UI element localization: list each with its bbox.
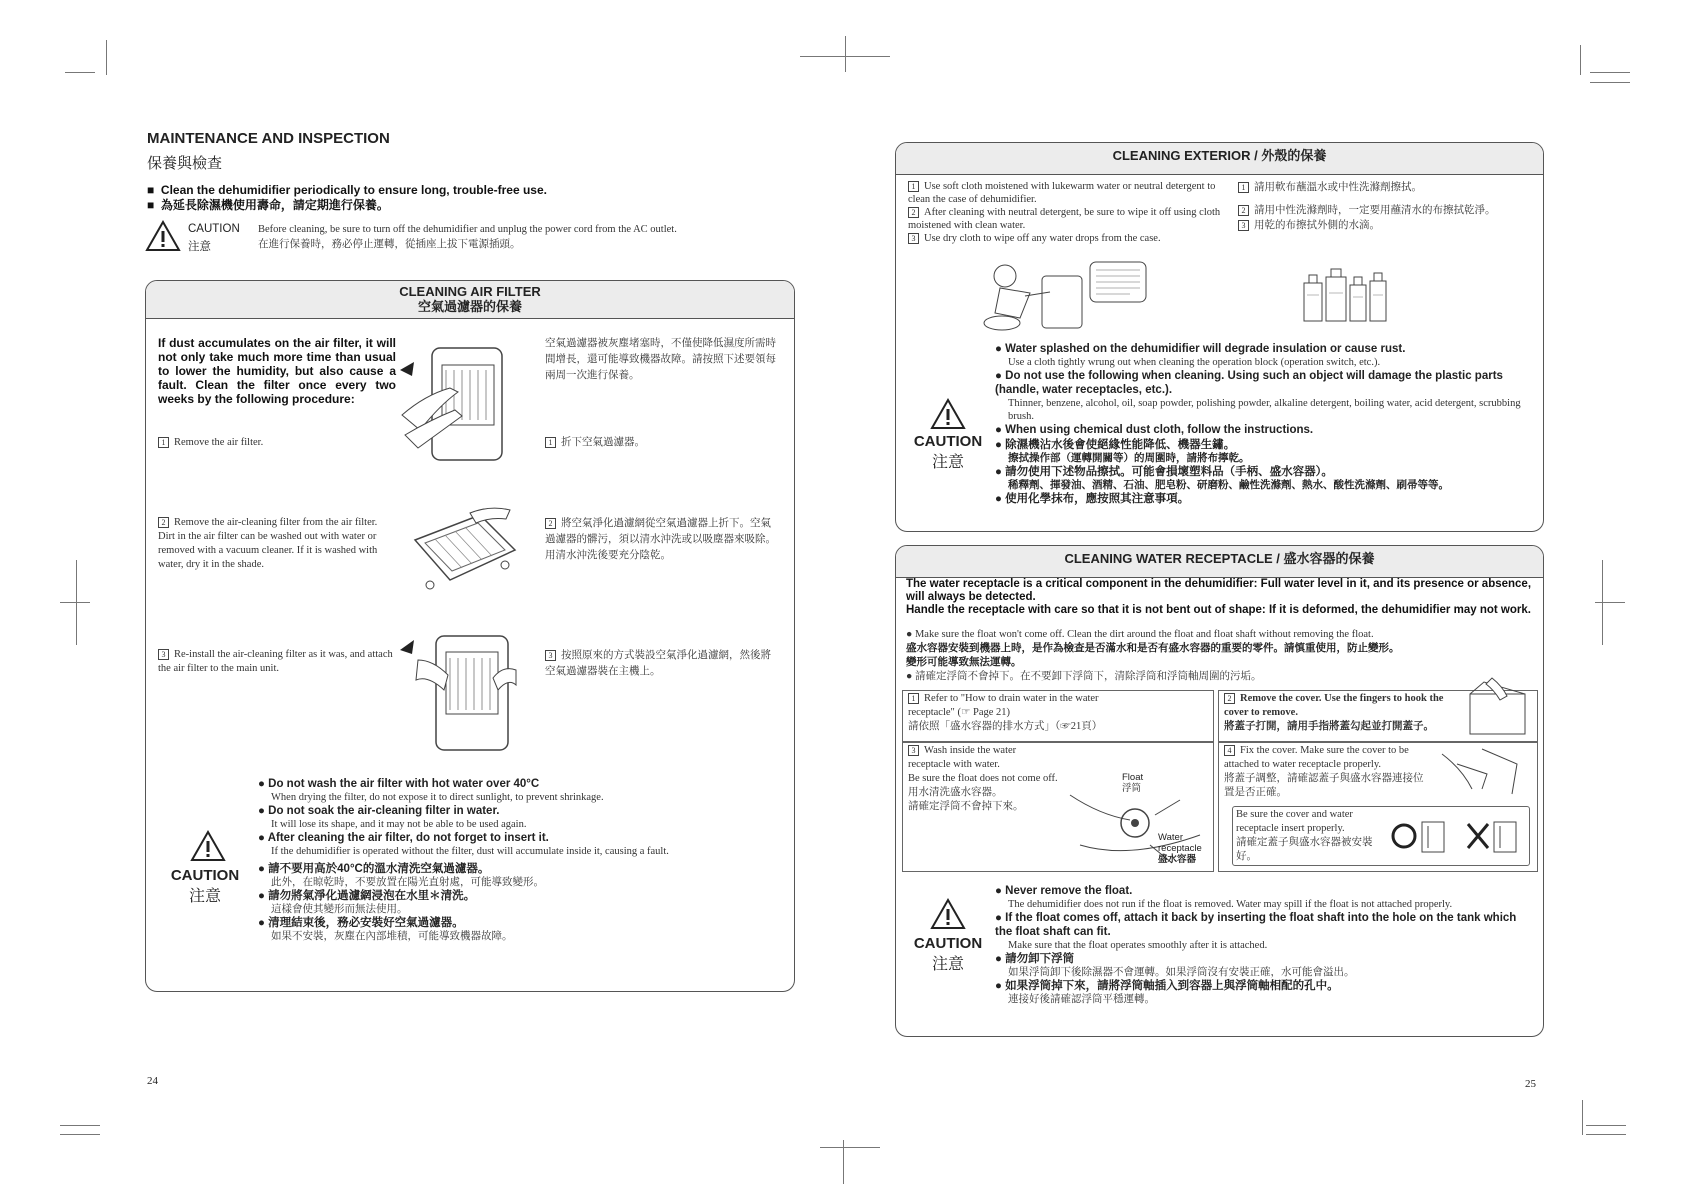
water-intro-details [906, 628, 1536, 684]
receptacle-label-zh: 盛水容器 [1158, 854, 1197, 865]
step-text: Use dry cloth to wipe off any water drops from the case. [924, 233, 1161, 244]
water-step-1 [908, 692, 1118, 734]
caution-item-text: 擦拭操作部（運轉開關等）的周圍時，請將布擰乾。 [1008, 453, 1250, 464]
exterior-steps-zh [1238, 180, 1528, 233]
caution-item-text: 如果浮筒卸下後除濕器不會運轉。如果浮筒沒有安裝正確，水可能會溢出。 [1008, 967, 1355, 978]
caution-item-text: It will lose its shape, and it may not be able to be used again. [271, 819, 527, 830]
caution-item-bold: 除濕機沾水後會使絕緣性能降低、機器生鏽。 [1005, 439, 1236, 451]
crop-mark [60, 1134, 100, 1135]
crop-mark [1582, 1100, 1583, 1135]
caution-item-zh: ● 請勿使用下述物品擦拭。可能會損壞塑料品（手柄、盛水容器）。 [995, 466, 1333, 478]
caution-item-zh: ● 請勿將氣淨化過濾網浸泡在水里＊清洗。 [258, 890, 476, 902]
correct-incorrect-fit-icon [1388, 812, 1524, 860]
fix-cover-illustration [1432, 744, 1532, 799]
caution-item-text: 此外，在晾乾時，不要放置在陽光直射處，可能導致變形。 [271, 877, 544, 888]
step-text-zh: 用水清洗盛水容器。 [908, 787, 1003, 798]
crop-mark [60, 1125, 100, 1126]
exterior-step-1-zh [1238, 180, 1528, 195]
caution-item-zh: ● 如果浮筒掉下來，請將浮筒軸插入到容器上與浮筒軸相配的孔中。 [995, 980, 1339, 992]
caution-text-zh: 在進行保養時，務必停止運轉，從插座上拔下電源插頭。 [258, 239, 521, 250]
intro-line-zh: ■ 為延長除濕機使用壽命，請定期進行保養。 [147, 198, 389, 212]
crop-mark [843, 1140, 844, 1184]
remove-filter-illustration [400, 340, 510, 465]
step-number: 3 [545, 650, 556, 661]
water-step-3 [908, 744, 1058, 814]
caution-item: ● After cleaning the air filter, do not forget to insert it. [258, 832, 549, 844]
crop-mark [1586, 1134, 1626, 1135]
caution-item: ● When using chemical dust cloth, follow the instructions. [995, 424, 1314, 436]
caution-item-text: 如果不安裝，灰塵在內部堆積，可能導致機器故障。 [271, 931, 513, 942]
step-1-text-zh: 折下空氣過濾器。 [561, 437, 645, 448]
caution-item-bold: Do not use the following when cleaning. Using such an object will damage the plastic parts (handle, water receptacles, etc.). [995, 370, 1503, 396]
water-intro-3: ● Make sure the float won't come off. Clean the dirt around the float and float shaft without removing the float. [906, 629, 1374, 640]
step-number: 3 [1238, 220, 1249, 231]
water-step-4 [1224, 744, 1424, 800]
box-header [146, 281, 794, 319]
caution-label-zh: 注意 [188, 241, 211, 253]
caution-item-text: The dehumidifier does not run if the float is removed. Water may spill if the float is not attached properly. [1008, 899, 1453, 910]
caution-label: CAUTION [188, 223, 240, 235]
filter-intro: If dust accumulates on the air filter, it will not only take much more time than usual to lower the humidity, but also cause a fault. Clean the filter once every two weeks by the following procedure: [158, 336, 396, 406]
step-text: 用乾的布擦拭外側的水滴。 [1254, 220, 1380, 231]
step-number: 1 [545, 437, 556, 448]
caution-item: ● Do not soak the air-cleaning filter in water. [258, 805, 500, 817]
caution-item-bold: Do not wash the air filter with hot water over 40°C [268, 778, 540, 790]
step-text: Wash inside the water receptacle with water. [908, 745, 1017, 770]
caution-item-bold: 清理結束後，務必安裝好空氣過濾器。 [268, 917, 464, 929]
caution-item-bold: 使用化學抹布，應按照其注意事項。 [1005, 493, 1190, 505]
caution-item-text: 稀釋劑、揮發油、酒精、石油、肥皂粉、研磨粉、鹼性洗滌劑、熱水、酸性洗滌劑、刷帚等等。 [1008, 480, 1449, 491]
caution-item: ● Water splashed on the dehumidifier will degrade insulation or cause rust. [995, 343, 1406, 355]
step-1 [158, 436, 263, 450]
step-number: 2 [545, 518, 556, 529]
box-header [896, 546, 1543, 578]
step-number: 3 [908, 233, 919, 244]
step-2-text: Remove the air-cleaning filter from the air filter. Dirt in the air filter can be washed out with water or removed with a vacuum cleaner. If it is washed with water, dry it in the shade. [158, 517, 378, 570]
step-number: 1 [908, 693, 919, 704]
exterior-step-3-zh [1238, 218, 1528, 233]
caution-item: ● If the float comes off, attach it back by inserting the float shaft into the hole on the tank which the float shaft can fit. [995, 912, 1517, 938]
exterior-step-3 [908, 232, 1228, 245]
crop-mark [845, 36, 846, 72]
step-3-text-zh: 按照原來的方式裝設空氣淨化過濾網，然後將空氣過濾器裝在主機上。 [545, 650, 771, 677]
step-text-zh: 將蓋子調整，請確認蓋子與盛水容器連接位置是否正確。 [1224, 773, 1424, 798]
caution-text: Before cleaning, be sure to turn off the dehumidifier and unplug the power cord from the AC outlet. [258, 224, 677, 235]
caution-item-text: If the dehumidifier is operated without the filter, dust will accumulate inside it, causing a fault. [271, 846, 669, 857]
step-number: 1 [908, 181, 919, 192]
caution-item-bold: 如果浮筒掉下來，請將浮筒軸插入到容器上與浮筒軸相配的孔中。 [1005, 980, 1339, 992]
step-number: 3 [158, 649, 169, 660]
step-3-text: Re-install the air-cleaning filter as it was, and attach the air filter to the main unit. [158, 649, 393, 674]
intro-line: ■ Clean the dehumidifier periodically to ensure long, trouble-free use. [147, 183, 547, 197]
step-number: 3 [908, 745, 919, 756]
caution-label-zh: 注意 [188, 886, 221, 905]
crop-mark [820, 1147, 880, 1148]
caution-triangle-icon [145, 220, 181, 252]
crop-mark [65, 72, 95, 73]
step-2 [158, 516, 394, 572]
step-number: 1 [158, 437, 169, 448]
caution-item-text: Make sure that the float operates smoothly after it is attached. [1008, 940, 1268, 951]
water-intro-1: The water receptacle is a critical component in the dehumidifier: Full water level in it, and its presence or absence, will always be detected. [906, 578, 1532, 603]
caution-item: ● Do not wash the air filter with hot water over 40°C [258, 778, 540, 790]
caution-item-bold: If the float comes off, attach it back by inserting the float shaft into the hole on the tank which the float shaft can fit. [995, 912, 1517, 938]
caution-item-bold: Never remove the float. [1005, 885, 1133, 897]
box-title: CLEANING EXTERIOR / 外殼的保養 [1112, 148, 1327, 163]
crop-mark [1580, 45, 1581, 75]
step-text: Use soft cloth moistened with lukewarm water or neutral detergent to clean the case of dehumidifier. [908, 181, 1216, 205]
step-number: 2 [908, 207, 919, 218]
cover-note-text-zh: 請確定蓋子與盛水容器被安裝好。 [1236, 837, 1373, 862]
crop-mark [106, 40, 107, 75]
detergent-bottles-illustration [1300, 263, 1390, 325]
caution-label-zh: 注意 [931, 452, 964, 471]
wash-filter-illustration [410, 505, 520, 595]
receptacle-label [1158, 832, 1213, 865]
step-3-zh [545, 648, 781, 680]
step-text: 請用中性洗滌劑時，一定要用蘸清水的布擦拭乾淨。 [1254, 205, 1496, 216]
caution-item-text: Use a cloth tightly wrung out when cleaning the operation block (operation switch, etc.). [1008, 357, 1381, 368]
step-number: 1 [1238, 182, 1249, 193]
caution-item-bold: When using chemical dust cloth, follow the instructions. [1005, 424, 1314, 436]
crop-mark [76, 560, 77, 645]
cover-note [1236, 808, 1386, 864]
exterior-steps [908, 180, 1228, 245]
step-text: 請用軟布蘸溫水或中性洗滌劑擦拭。 [1254, 182, 1422, 193]
caution-item-bold: 請勿卸下浮筒 [1005, 953, 1075, 965]
caution-label: CAUTION [170, 867, 240, 884]
page-number-left: 24 [147, 1075, 158, 1087]
water-intro-zh-2: 變形可能導致無法運轉。 [906, 657, 1022, 668]
step-number: 2 [1238, 205, 1249, 216]
caution-label: CAUTION [913, 433, 983, 450]
caution-item-bold: 請勿使用下述物品擦拭。可能會損壞塑料品（手柄、盛水容器）。 [1005, 466, 1333, 478]
page-title: MAINTENANCE AND INSPECTION [147, 130, 390, 147]
crop-mark [1590, 72, 1630, 73]
caution-item-text: 這樣會使其變形而無法使用。 [271, 904, 408, 915]
step-text-zh: 請依照「盛水容器的排水方式」（☞21頁） [908, 721, 1103, 732]
step-text: Refer to "How to drain water in the water receptacle" (☞ Page 21) [908, 693, 1099, 718]
remove-cover-illustration [1462, 676, 1532, 738]
float-label-zh: 浮筒 [1122, 783, 1142, 794]
filter-caution-label [160, 866, 250, 906]
water-intro [906, 578, 1536, 617]
page-number-right: 25 [1525, 1078, 1536, 1090]
filter-intro-zh: 空氣過濾器被灰塵堵塞時，不僅使降低濕度所需時間增長，還可能導致機器故障。請按照下述要領每兩周一次進行保養。 [545, 338, 776, 381]
exterior-step-1 [908, 180, 1228, 206]
step-2-text-zh: 將空氣淨化過濾網從空氣過濾器上折下。空氣過濾器的髒污，須以清水沖洗或以吸塵器來吸除。用清水沖洗後要充分陰乾。 [545, 518, 776, 561]
step-text: Remove the cover. Use the fingers to hook the cover to remove. [1224, 693, 1444, 718]
caution-item-zh: ● 清理結束後，務必安裝好空氣過濾器。 [258, 917, 464, 929]
box-title: CLEANING AIR FILTER [399, 284, 541, 299]
water-step-2 [1224, 692, 1454, 734]
float-label-en: Float [1122, 772, 1144, 783]
step-1-zh [545, 436, 645, 450]
caution-item-bold: Do not soak the air-cleaning filter in water. [268, 805, 500, 817]
step-3 [158, 648, 394, 676]
intro-text-zh: 為延長除濕機使用壽命，請定期進行保養。 [160, 198, 389, 212]
exterior-step-2-zh [1238, 203, 1528, 218]
step-number: 2 [1224, 693, 1235, 704]
intro-text: 請確定浮筒不會掉下。在不要卸下浮筒下，清除浮筒和浮筒軸周圍的污垢。 [914, 671, 1262, 682]
water-intro-2: Handle the receptacle with care so that it is not bent out of shape: If it is deformed, the dehumidifier may not work. [906, 604, 1531, 616]
intro-text: Clean the dehumidifier periodically to ensure long, trouble-free use. [160, 183, 547, 197]
water-caution-label [903, 934, 993, 974]
filter-caution-list [258, 777, 778, 943]
caution-item-zh: ● 除濕機沾水後會使絕緣性能降低、機器生鏽。 [995, 439, 1236, 451]
caution-label: CAUTION [913, 935, 983, 952]
caution-item-zh: ● 使用化學抹布，應按照其注意事項。 [995, 493, 1190, 505]
caution-item-bold: 請不要用高於40°C的溫水清洗空氣過濾器。 [268, 863, 490, 875]
caution-item: ● Do not use the following when cleaning. Using such an object will damage the plastic parts (handle, water receptacles, etc.). [995, 370, 1503, 396]
box-title: CLEANING WATER RECEPTACLE / 盛水容器的保養 [1064, 551, 1375, 566]
box-title-zh: 空氣過濾器的保養 [417, 299, 522, 314]
caution-item-bold: Water splashed on the dehumidifier will degrade insulation or cause rust. [1005, 343, 1406, 355]
caution-item-bold: After cleaning the air filter, do not forget to insert it. [267, 832, 549, 844]
caution-item-text: Thinner, benzene, alcohol, oil, soap powder, polishing powder, alkaline detergent, boiling water, acid detergent, scrubbing brush. [1008, 398, 1521, 422]
step-2-zh [545, 516, 781, 564]
crop-mark [1590, 82, 1630, 83]
step-number: 2 [158, 517, 169, 528]
caution-item-bold: 請勿將氣淨化過濾網浸泡在水里＊清洗。 [268, 890, 476, 902]
box-header [896, 143, 1543, 175]
water-caution-list [995, 884, 1535, 1006]
caution-item-zh: ● 請不要用高於40°C的溫水清洗空氣過濾器。 [258, 863, 490, 875]
step-text-2: Be sure the float does not come off. [908, 773, 1058, 784]
caution-item-text: 連接好後請確認浮筒平穩運轉。 [1008, 994, 1155, 1005]
caution-label-zh: 注意 [931, 954, 964, 973]
caution-triangle-icon [930, 898, 966, 930]
exterior-caution-list [995, 342, 1535, 506]
wipe-case-illustration [980, 258, 1150, 333]
step-1-text: Remove the air filter. [174, 437, 264, 448]
reinstall-filter-illustration [398, 630, 518, 755]
crop-mark [1586, 1125, 1626, 1126]
cover-note-text: Be sure the cover and water receptacle insert properly. [1236, 809, 1353, 834]
exterior-step-2 [908, 206, 1228, 232]
caution-item-text: When drying the filter, do not expose it to direct sunlight, to prevent shrinkage. [271, 792, 604, 803]
receptacle-label-en: Water receptacle [1158, 832, 1202, 854]
caution-item: ● Never remove the float. [995, 885, 1133, 897]
crop-mark [1595, 602, 1625, 603]
water-intro-zh-3: ● 請確定浮筒不會掉下。在不要卸下浮筒下，清除浮筒和浮筒軸周圍的污垢。 [906, 671, 1262, 682]
step-number: 4 [1224, 745, 1235, 756]
water-intro-zh-1: 盛水容器安裝到機器上時，是作為檢查是否滿水和是否有盛水容器的重要的零件。請慎重使用，防止變形。 [906, 643, 1400, 654]
exterior-caution-label [903, 432, 993, 472]
step-text-zh: 將蓋子打開，請用手指將蓋勾起並打開蓋子。 [1224, 721, 1434, 732]
float-label [1122, 772, 1143, 794]
caution-triangle-icon [930, 398, 966, 430]
intro-text: Make sure the float won't come off. Clean the dirt around the float and float shaft without removing the float. [914, 629, 1374, 640]
step-text: Fix the cover. Make sure the cover to be attached to water receptacle properly. [1224, 745, 1409, 770]
caution-item-zh: ● 請勿卸下浮筒 [995, 953, 1075, 965]
step-text-zh-2: 請確定浮筒不會掉下來。 [908, 801, 1024, 812]
caution-triangle-icon [190, 830, 226, 862]
step-text: After cleaning with neutral detergent, be sure to wipe it off using cloth moistened with clean water. [908, 207, 1221, 231]
crop-mark [60, 602, 90, 603]
page-title-zh: 保養與檢查 [147, 156, 223, 172]
